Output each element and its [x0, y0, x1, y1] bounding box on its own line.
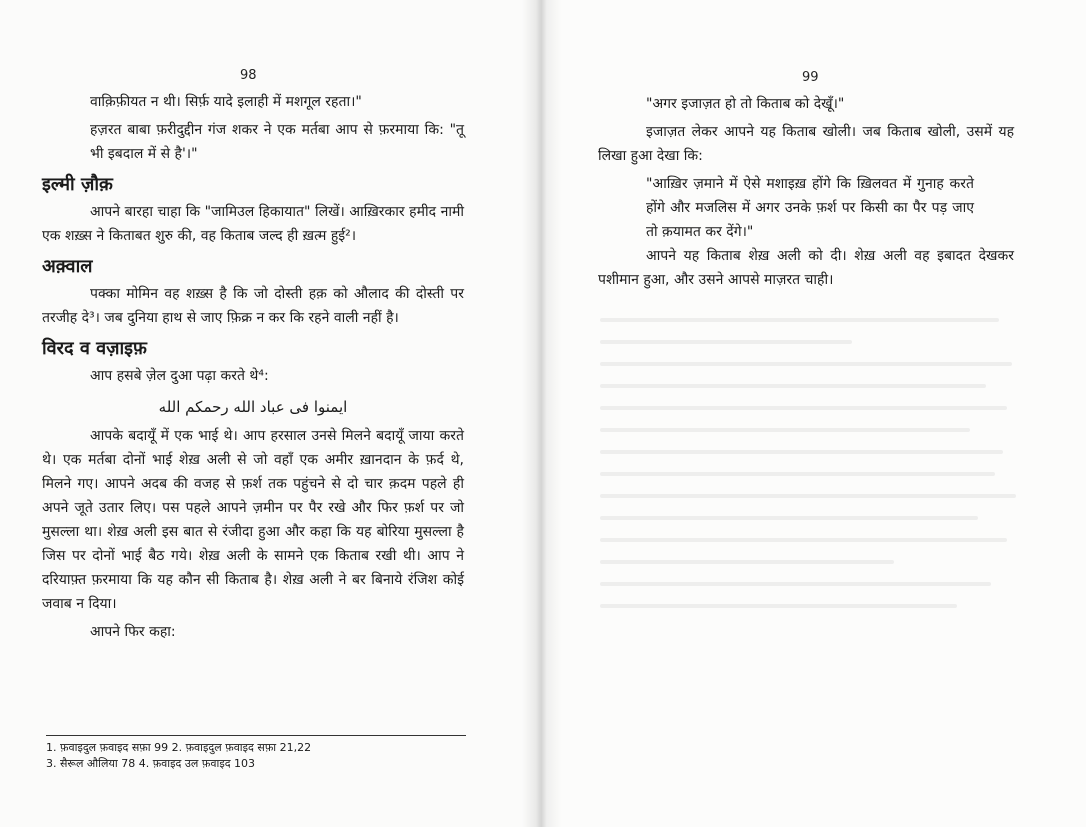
footnotes [46, 735, 466, 772]
page-number-right: 99 [802, 70, 819, 85]
paragraph: आपने यह किताब शेख़ अली को दी। शेख़ अली वह इबादत देखकर पशीमान हुआ, और उसने आपसे माज़रत चाही। [598, 248, 1014, 288]
arabic-prayer: ايمنوا فى عباد الله رحمكم الله [158, 398, 348, 416]
book-gutter [522, 0, 562, 827]
footnote-rule [46, 735, 466, 736]
right-page-body [598, 92, 1014, 292]
page-number-left: 98 [240, 68, 257, 83]
paragraph: आपने बारहा चाहा कि "जामिउल हिकायात" लिखें। आख़िरकार हमीद नामी एक शख़्स ने किताबत शुरु की, वह किताब जल्द ही ख़त्म हुई²। [42, 204, 464, 244]
paragraph: पक्का मोमिन वह शख़्स है कि जो दोस्ती हक़ को औलाद की दोस्ती पर तरजीह दे³। जब दुनिया हाथ से जाए फ़िक्र न कर कि रहने वाली नहीं है। [42, 286, 464, 326]
footnote-line: 3. सैरूल औलिया 78 4. फ़वाइद उल फ़वाइद 103 [46, 757, 256, 770]
section-heading: इल्मी ज़ौक़ [42, 174, 113, 195]
right-page [540, 0, 1086, 827]
paragraph: आपने फिर कहा: [90, 624, 176, 640]
show-through-text [600, 300, 1020, 760]
section-heading: अक़्वाल [42, 256, 93, 277]
paragraph: "अगर इजाज़त हो तो किताब को देखूँ।" [646, 96, 845, 112]
paragraph: आप हसबे ज़ेल दुआ पढ़ा करते थे⁴: [90, 368, 269, 384]
paragraph: इजाज़त लेकर आपने यह किताब खोली। जब किताब खोली, उसमें यह लिखा हुआ देखा कि: [598, 124, 1014, 164]
footnote-line: 1. फ़वाइदुल फ़वाइद सफ़ा 99 2. फ़वाइदुल फ़वाइद सफ़ा 21,22 [46, 741, 312, 754]
paragraph: आपके बदायूँ में एक भाई थे। आप हरसाल उनसे मिलने बदायूँ जाया करते थे। एक मर्तबा दोनों भाई शेख़ अली से जो वहाँ एक अमीर ख़ानदान के फ़र्द थे, मिलने गए। आपने अदब की वजह से फ़र्श तक पहुंचने से दो चार क़दम पहले ही अपने जूते उतार लिए। पस पहले आपने ज़मीन पर पैर रखे और फिर फ़र्श पर जो मुसल्ला था। शेख़ अली इस बात से रंजीदा हुआ और कहा कि यह बोरिया मुसल्ला है जिस पर दोनों भाई बैठ गये। शेख़ अली के सामने एक किताब रखी थी। आप ने दरियाफ़्त फ़रमाया कि यह कौन सी किताब है। शेख़ अली ने बर बिनाये रंजिश कोई जवाब न दिया। [42, 428, 464, 612]
paragraph: वाक़िफ़ीयत न थी। सिर्फ़ यादे इलाही में मशगूल रहता।" [90, 94, 362, 110]
paragraph: हज़रत बाबा फ़रीदुद्दीन गंज शकर ने एक मर्तबा आप से फ़रमाया कि: "तू भी इबदाल में से है'।" [90, 122, 464, 162]
left-page [0, 0, 540, 827]
section-heading: विरद व वज़ाइफ़ [42, 338, 147, 359]
quoted-passage: "आख़िर ज़माने में ऐसे मशाइख़ होंगे कि ख़िलवत में गुनाह करते होंगे और मजलिस में अगर उनके फ़र्श पर किसी का पैर पड़ जाए तो क़यामत कर देंगे।" [646, 176, 974, 240]
left-page-body [42, 90, 464, 644]
